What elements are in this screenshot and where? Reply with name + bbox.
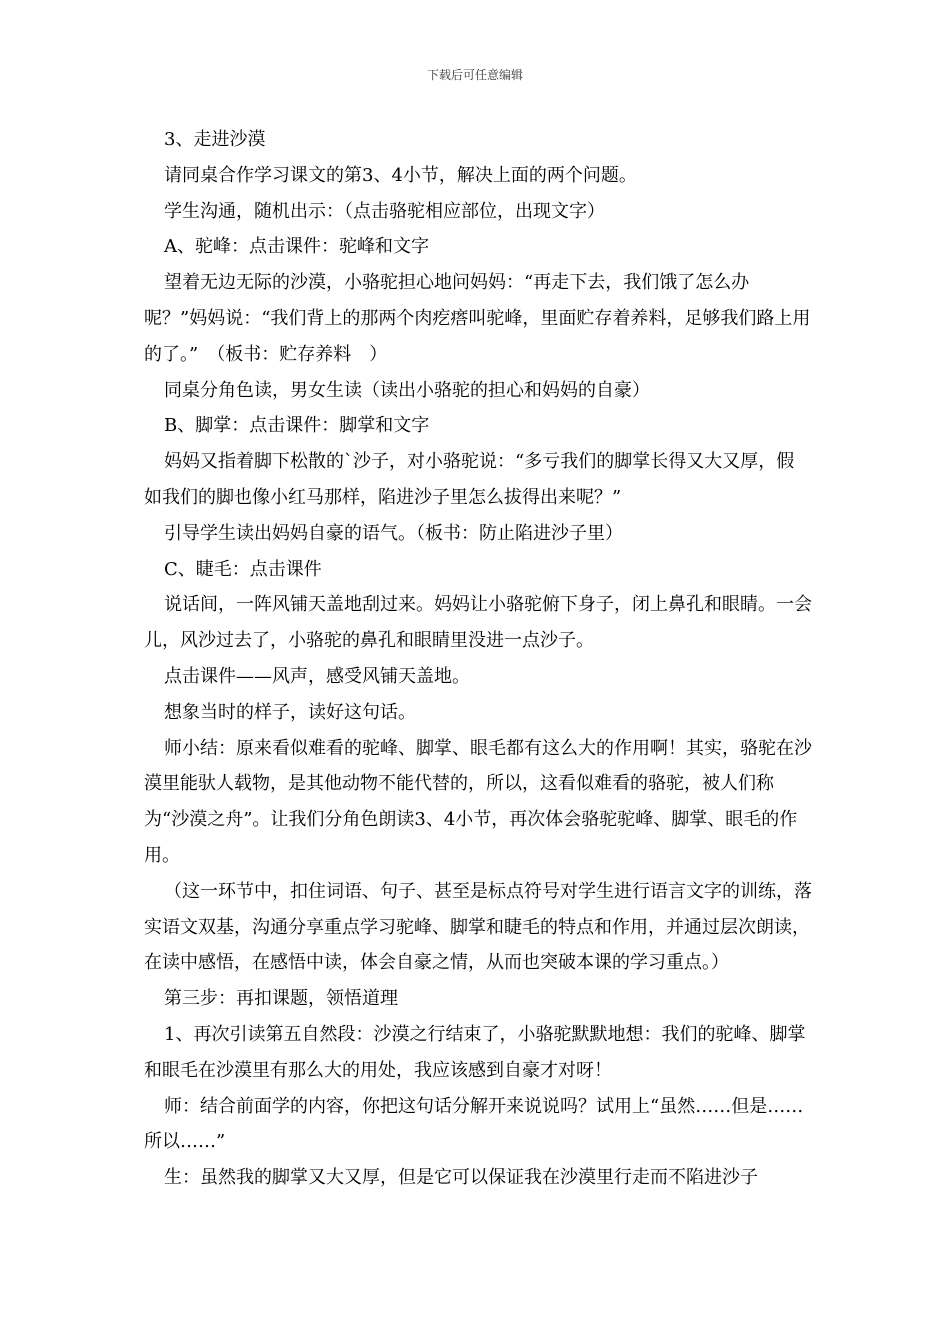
paragraph: 妈妈又指着脚下松散的`沙子，对小骆驼说：“多亏我们的脚掌长得又大又厚，假如我们的脚也像小红马那样，陷进沙子里怎么拔得出来呢？” <box>144 451 795 508</box>
paragraph: 学生沟通，随机出示：（点击骆驼相应部位，出现文字） <box>164 200 605 222</box>
paragraph: 1、再次引读第五自然段：沙漠之行结束了，小骆驼默默地想：我们的驼峰、脚掌和眼毛在沙漠里有那么大的用处，我应该感到自豪才对呀！ <box>144 1023 806 1081</box>
section-heading-desert: 3、走进沙漠 <box>164 129 266 150</box>
paragraph: 点击课件——风声，感受风铺天盖地。 <box>164 665 470 687</box>
section-heading-step-three: 第三步：再扣课题，领悟道理 <box>164 988 398 1010</box>
page-header: 下载后可任意编辑 <box>426 68 523 82</box>
subheading-foot: B、脚掌：点击课件：脚掌和文字 <box>164 415 430 437</box>
subheading-hump: A、驼峰：点击课件：驼峰和文字 <box>164 236 429 258</box>
paragraph: 同桌分角色读，男女生读（读出小骆驼的担心和妈妈的自豪） <box>164 379 650 401</box>
paragraph: 生：虽然我的脚掌又大又厚，但是它可以保证我在沙漠里行走而不陷进沙子 <box>164 1167 758 1189</box>
paragraph: 师小结：原来看似难看的驼峰、脚掌、眼毛都有这么大的作用啊！其实，骆驼在沙漠里能驮人载物，是其他动物不能代替的，所以，这看似难看的骆驼，被人们称为“沙漠之舟”。让我们分角色朗读3、4小节，再次体会骆驼驼峰、脚掌、眼毛的作用。 <box>144 737 812 866</box>
paragraph: 说话间，一阵风铺天盖地刮过来。妈妈让小骆驼俯下身子，闭上鼻孔和眼睛。一会儿，风沙过去了，小骆驼的鼻孔和眼睛里没进一点沙子。 <box>144 594 812 652</box>
paragraph: （这一环节中，扣住词语、句子、甚至是标点符号对学生进行语言文字的训练，落实语文双基，沟通分享重点学习驼峰、脚掌和睫毛的特点和作用，并通过层次朗读，在读中感悟，在感悟中读，体会自豪之情，从而也突破本课的学习重点。） <box>144 880 812 974</box>
paragraph: 师：结合前面学的内容，你把这句话分解开来说说吗？试用上“虽然……但是……所以……” <box>144 1095 804 1153</box>
subheading-eyelash: C、睫毛：点击课件 <box>164 558 322 580</box>
paragraph: 望着无边无际的沙漠，小骆驼担心地问妈妈：“再走下去，我们饿了怎么办呢？”妈妈说：“我们背上的那两个肉疙瘩叫驼峰，里面贮存着养料，足够我们路上用的了。” （板书：贮存养料 ） <box>144 272 811 365</box>
paragraph: 请同桌合作学习课文的第3、4小节，解决上面的两个问题。 <box>164 164 637 186</box>
paragraph: 想象当时的样子，读好这句话。 <box>164 701 416 723</box>
paragraph: 引导学生读出妈妈自豪的语气。（板书：防止陷进沙子里） <box>164 522 623 544</box>
document-body <box>144 122 812 1196</box>
